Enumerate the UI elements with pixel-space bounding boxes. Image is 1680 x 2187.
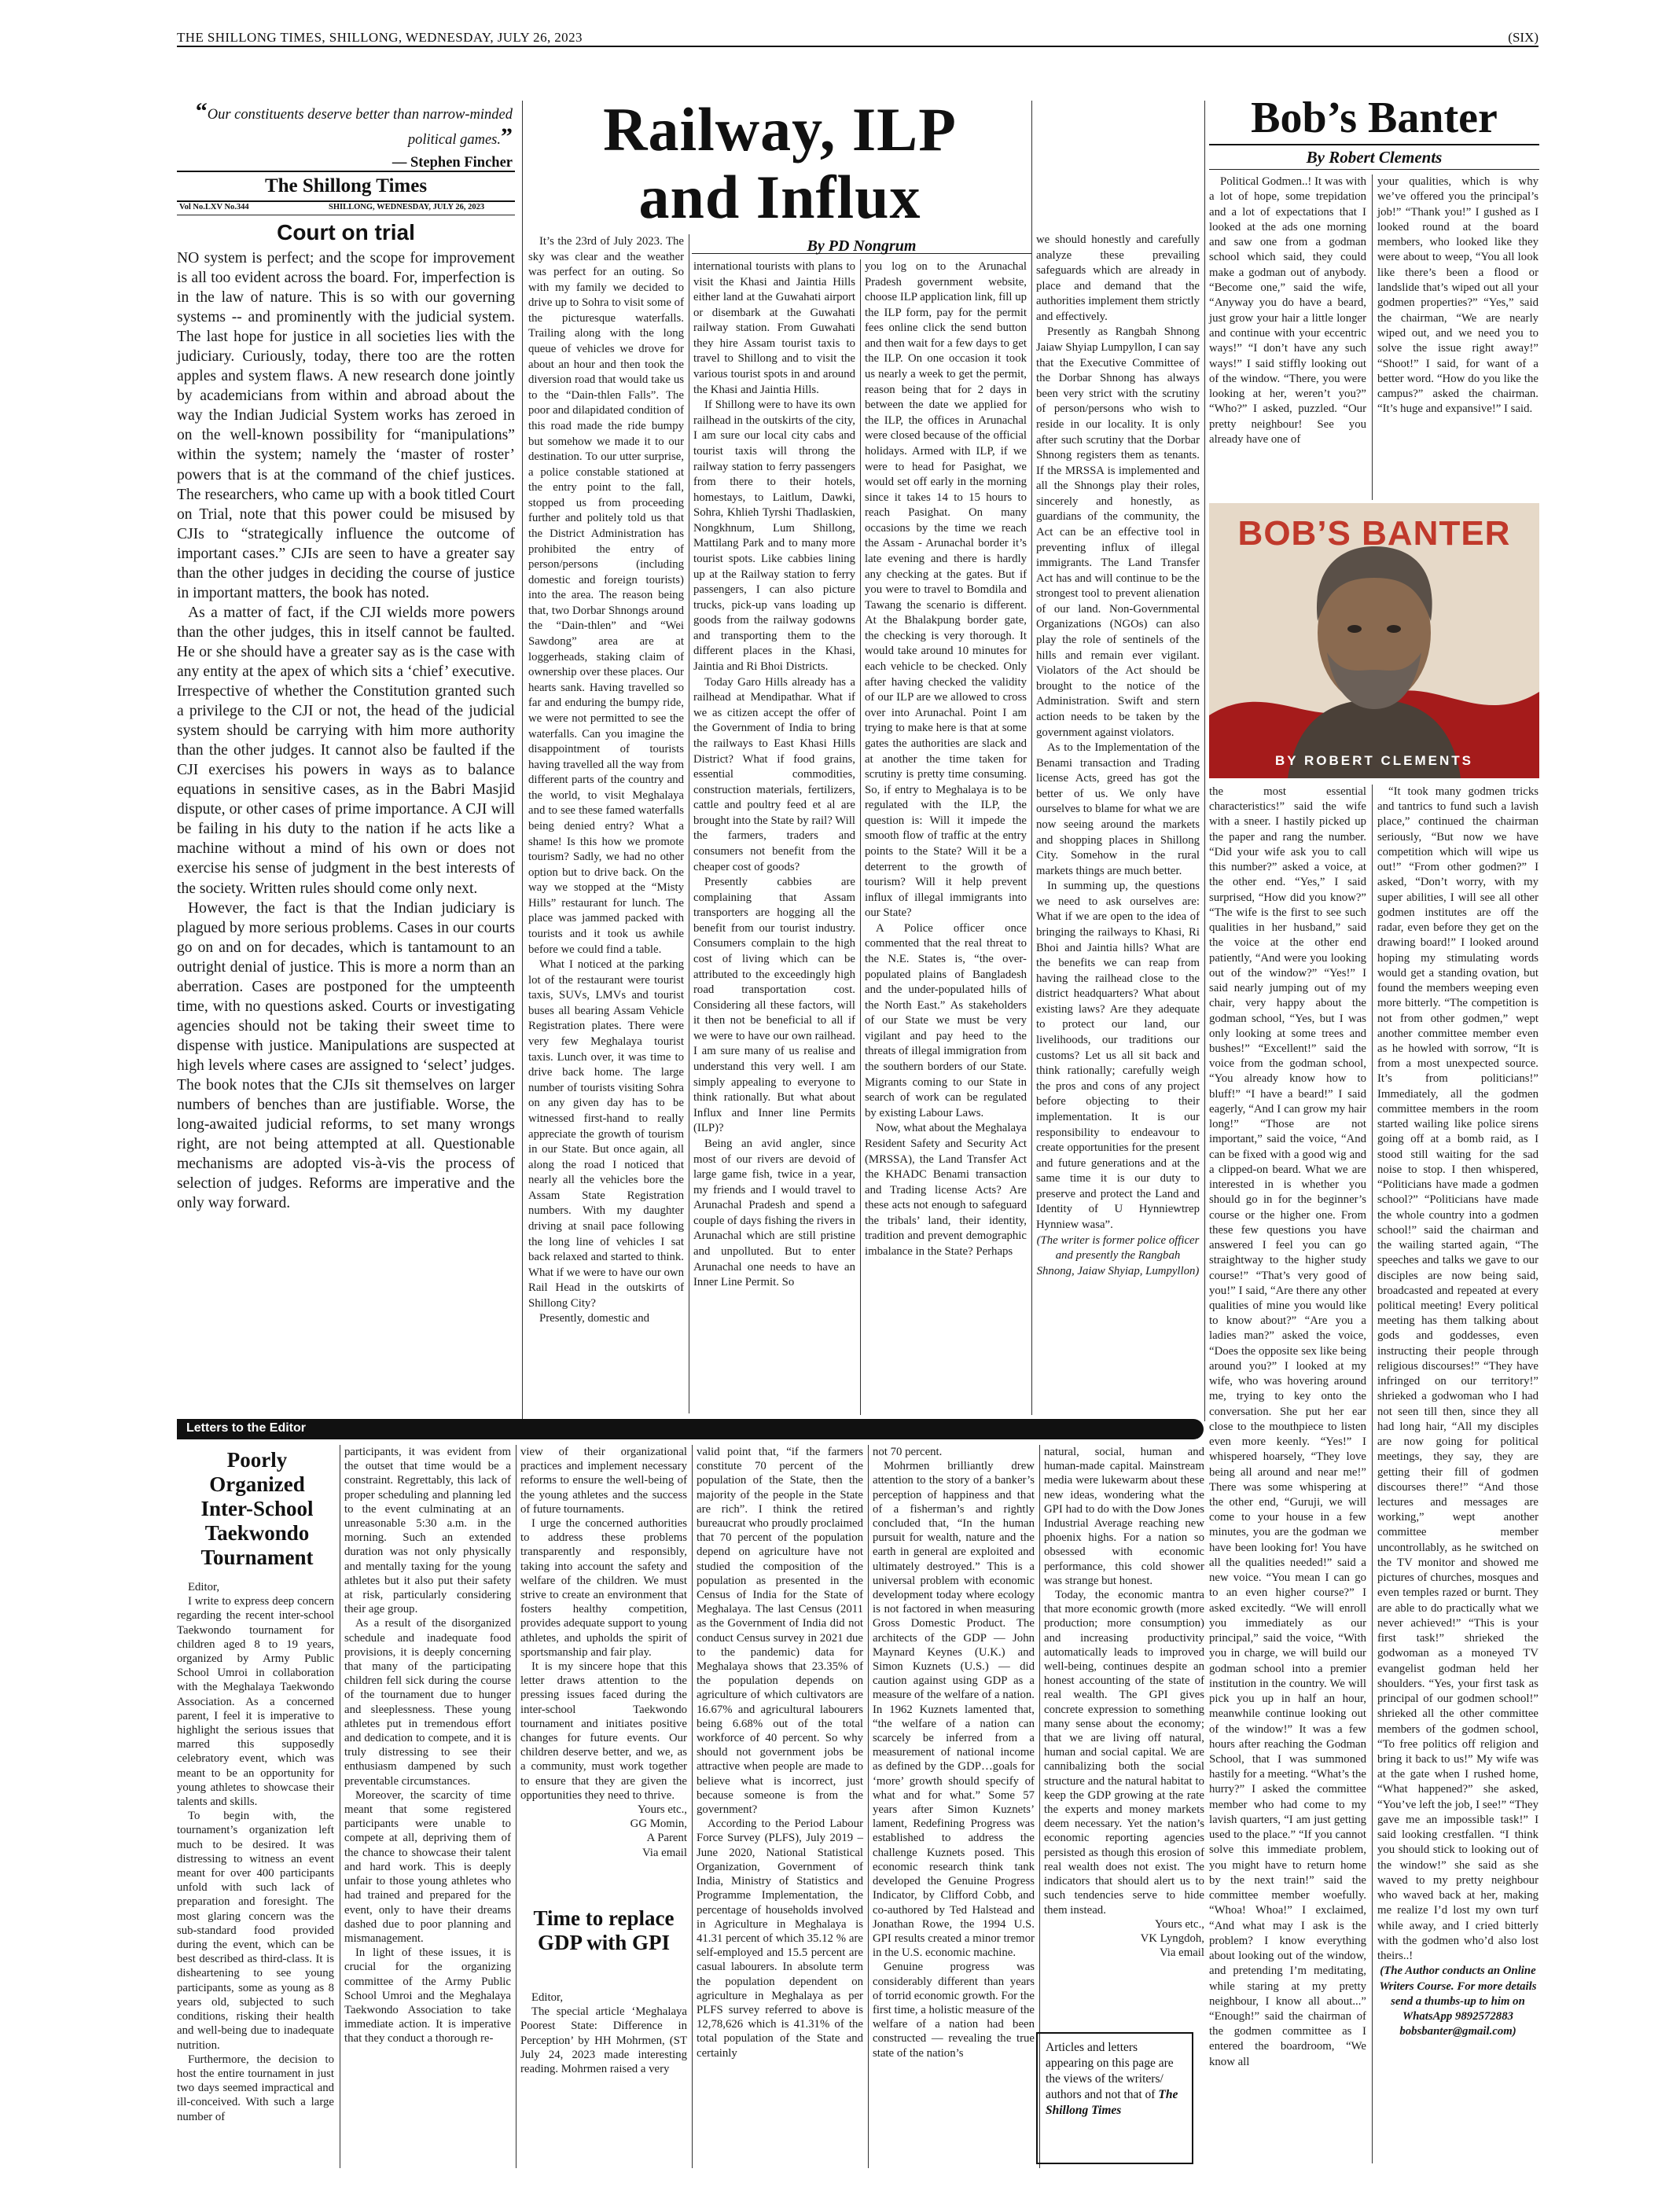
banter-top-col-2 <box>1377 175 1538 505</box>
letters-section-label: Letters to the Editor <box>186 1421 307 1435</box>
banter-text: “It took many godmen tricks and tantrics to fund such a lavish place,” continued the chairman seriously, “But now we have competition which will wipe us out!” “From other godmen?” I asked, “Don’t worry, with my super abilities, I will see all other godmen institutes are off the radar, even before they get on the drawing board!” I looked around hoping my stimulating words would get a standing ovation, but found the members weeping even more bitterly. “The competition is not from other godmen,” wept another committee member even as he howled with sorrow, “It is from a most unexpected source. It’s from politicians!” Immediately, all the godmen committee members in the room started wailing like police sirens going off at a bomb raid, as I stood still waiting for the sad noise to stop. I then whispered, “Politicians have made a godmen school?” “Politicians have made the whole country into a godmen school!” said the chairman and the wailing started again, “The speeches and talks we gave to our disciples are now being said, broadcasted and repeated at every political meeting! Every political meeting has them talking about gods and goddesses, even instructing their people through religious discourses!” “They have infringed on our territory!” shrieked a godwoman who I had not seen till then, since they all had long hair, “All my disciples are now going for political meetings, they say, they are getting their fill of godmen discourses there!” “And those lectures and messages are working,” wept another committee member uncontrollably, as he switched on the TV monitor and showed me pictures of churches, mosques and even temples razed or burnt. They are able to do practically what we never achieved!” “This is your first task!” shrieked the godwoman as a moneyed TV evangelist godman held her shoulders. “Yes, your first task as principal of our godmen school!” shrieked all the other committee members of the godmen school, “To free politics off religion and bring it back to us!” My wife was at the gate when I rushed home, “What happened?” she asked, “You’ve left the job, I see!” “They gave me an impossible task!” I said looking crestfallen. “I think you should stick to looking out of the window!” she said as she waved to my pretty neighbour who waved back at her, making me realize I’d lost my own turf while away, and I cried bitterly with the godmen who’d also lost theirs..! <box>1377 785 1538 1963</box>
letters-section-bar <box>177 1419 1204 1439</box>
masthead-top-rule <box>177 171 515 172</box>
feature-col4-para: In summing up, the questions we need to ask ourselves are: What if we are open to the idea of bringing the railways to Khasi, Ri Bhoi and Jaintia hills? What are the benefits we can reap from having the railhead close to the district headquarters? What about existing laws? Are they adequate to protect our land, our livelihoods, our traditions our customs? Let us all sit back and think rationally; carefully weigh the pros and cons of any project before objecting to their implementation. It is our responsibility to endeavour to create opportunities for the present and future generations and at the same time it is our duty to preserve and protect the Land and Identity of U Hynniewtrep Hynniew wasa”. <box>1036 880 1200 1231</box>
feature-col2-para: international tourists with plans to visit the Khasi and Jaintia Hills either land at the Guwahati airport or disembark at the Guwahati railway station. From Guwahati they hire Assam tourist taxis to travel to Shillong and to visit the various tourist spots in and around the Khasi and Jaintia Hills. <box>693 260 855 396</box>
letter2-para: The special article ‘Meghalaya Poorest State: Difference in Perception’ by HH Mohrmen, (ST July 24, 2023 made interesting reading. Mohrmen raised a very <box>520 2005 687 2076</box>
column-rule <box>1031 101 1032 1415</box>
feature-col1-para: Presently, domestic and <box>539 1312 649 1325</box>
column-rule <box>868 1445 869 2168</box>
letter1-para: As a result of the disorganized schedule and inadequate food provisions, it is deeply concerning that many of the participating children fell sick during the course of the tournament due to hunger and sleeplessness. These young athletes put in tremendous effort and dedication to compete, and it is truly distressing to see their enthusiasm dampened by such preventable circumstances. <box>344 1617 511 1788</box>
letter2-salutation: Editor, <box>531 1991 564 2004</box>
banter-title-rule <box>1209 144 1539 145</box>
column-rule <box>1372 175 1373 500</box>
banter-byline-rule <box>1209 169 1539 170</box>
banter-low-col-1 <box>1209 785 1366 2163</box>
feature-col3-para: Now, what about the Meghalaya Resident Safety and Security Act (MRSSA), the Land Transfer Act the KHADC Benami transaction and Trading license Acts? Are these acts not enough to safeguard the tribals’ land, their identity, tradition and prevent demographic imbalance in the State? Perhaps <box>865 1122 1027 1258</box>
disclaimer-text: Articles and letters appearing on this page are the views of the writers/ authors and not that of <box>1046 2041 1174 2101</box>
feature-col4-para: Presently as Rangbah Shnong Jaiaw Shyiap Lumpyllon, I can say that the Executive Committee of the Dorbar Shnong has always been very strict with the scrutiny of person/persons who wish to reside in our locality. It is only after such scrutiny that the Dorbar Shnong registers them as tenants. If the MRSSA is implemented and all the Shnongs play their roles, sincerely and honestly, as guardians of the community, the Act can be an effective tool in preventing influx of illegal immigrants. The Land Transfer Act has and will continue to be the strongest tool to prevent alienation of our land. Non-Governmental Organizations (NGOs) can also play the role of sentinels of the hills and remain ever vigilant. Violators of the Act should be brought to the notice of the Administration. Swift and stern action needs to be taken by the government against violators. <box>1036 325 1200 739</box>
letter1-para: It is my sincere hope that this letter draws attention to the pressing issues faced during the inter-school Taekwondo tournament and initiates positive changes for future events. Our children deserve better, and we, as a community, must work together to ensure that they are given the opportunities they need to thrive. <box>520 1660 687 1802</box>
letter2-title: Time to replace GDP with GPI <box>533 1906 675 1954</box>
editorial-para-1: NO system is perfect; and the scope for improvement is all too evident across the board. For, imperfection is in the law of nature. This is so with our governing systems -- and prominently with the judicial system. The last hope for justice in all societies lies with the judiciary. Curiously, today, there too are the rotten apples and system flaws. A new research done jointly by academicians from within and abroad about the way the Indian Judicial System works has zeroed in on the well-known possibility for “manipulations” within the system; namely the ‘master of roster’ powers that is at the command of the chief justices. The researchers, who came up with a book titled Court on Trial, note that this power could be misused by CJIs to “strategically influence the outcome of important cases.” CJIs are seen to have a greater say than the other judges in deciding the course of justice in important matters, the book has noted. <box>177 250 515 601</box>
column-rule <box>522 101 523 1421</box>
header-rule <box>177 46 1538 47</box>
quote-mark-close: ” <box>501 123 513 149</box>
banter-text: Political Godmen..! It was with a lot of hope, some trepidation and a lot of expectations that I looked at the ads one morning and saw one from a godman school which said, they could make a godman out of anybody. “Become one,” said the wife, “Anyway you do have a beard, just grow your hair a little longer and continue with your eccentric ways!” “I don’t have any such ways!” I said stiffly looking out of the window. “There, you were looking at her, weren’t you?” “Who?” I asked, puzzled. “Our pretty neighbour! See you already have one of <box>1209 175 1366 447</box>
disclaimer-box <box>1036 2032 1193 2164</box>
letter2-col-3 <box>873 1445 1035 2168</box>
quote-box <box>182 98 513 171</box>
letter1-title: Poorly Organized Inter-School Taekwondo Tournament <box>200 1448 314 1569</box>
banter-text: your qualities, which is why we’ve offered you the principal’s job!” “Thank you!” I gushed as I looked round at the board members, who looked like they were about to weep, “You all look like there’s been a flood or landslide that’s wiped out all your godmen properties?” “Yes,” said the chairman, “We are nearly wiped out, and we need you to solve the issue right away!” “Shoot!” I said, for want of a better word. “How do you like the campus?” asked the chairman. “It’s huge and expansive!” I said. <box>1377 175 1538 416</box>
feature-col4-para: we should honestly and carefully analyze these prevailing safeguards which are already in place and demand that the authorities implement them strictly and effectively. <box>1036 233 1200 323</box>
feature-col4-para: As to the Implementation of the Benami transaction and Trading license Acts, greed has got the better of us. We only have ourselves to blame for what we are now seeing around the markets and shopping places in Shillong City. Somehow in the rural markets things are much better. <box>1036 741 1200 877</box>
letter2-para: Genuine progress was considerably different than years of torrid economic growth. For the first time, a holistic measure of the welfare of a nation had been constructed — revealing the true state of the nation’s <box>873 1961 1035 2060</box>
editorial-body <box>177 248 515 1412</box>
letter2-col-intro <box>520 1990 687 2168</box>
header-left: THE SHILLONG TIMES, SHILLONG, WEDNESDAY, JULY 26, 2023 <box>177 30 583 45</box>
letter2-para: natural, social, human and human-made capital. Mainstream media were lukewarm about these new ideas, wondering what the GPI had to do with the Dow Jones Industrial Average reaching new phoenix highs. For a nation so obsessed with economic performance, this cold shower was strange but honest. <box>1044 1446 1204 1587</box>
feature-col3-para: A Police officer once commented that the real threat to the N.E. States is, “the over-populated plains of Bangladesh and the under-populated hills of the North East.” As stakeholders of our State we must be very vigilant and pay heed to the threats of illegal immigration from the southern borders of our State. Migrants coming to our State in search of work can be regulated by existing Labour Laws. <box>865 921 1027 1119</box>
feature-col2-para: If Shillong were to have its own railhead in the outskirts of the city, I am sure our local city cabs and tourist taxis will throng the railway station to ferry passengers from there to their hotels, homestays, to Laitlum, Dawki, Sohra, Khlieh Tyrshi Thadlaskien, Nongkhnum, Lum Shillong, Mattilang Park and to many more tourist spots. Like cabbies lining up at the Railway station to ferry passengers, I can also picture trucks, pick-up vans loading up goods from the railway godowns and transporting them to the different places in the Khasi, Jaintia and Ri Bhoi Districts. <box>693 399 855 674</box>
letter1-sign-4: Via email <box>641 1846 687 1859</box>
letter1-col-1 <box>177 1580 334 2168</box>
masthead-name: The Shillong Times <box>264 175 428 197</box>
masthead-vol: Vol No.LXV No.344 <box>179 203 249 211</box>
feature-col-1 <box>528 234 684 1413</box>
column-rule <box>692 1445 693 2168</box>
letter1-para: participants, it was evident from the outset that time would be a constraint. Regrettably, this lack of proper scheduling and planning led to the event culminating at an unreasonable 5:30 a.m. in the morning. Such an extended duration was not only physically and mentally taxing for the young athletes but it also put their safety at risk, particularly considering their age group. <box>344 1446 511 1616</box>
letter2-para: not 70 percent. <box>873 1446 943 1458</box>
feature-col-2 <box>693 259 855 1415</box>
feature-col-3 <box>865 259 1027 1415</box>
letter1-sign-2: GG Momin, <box>630 1818 687 1831</box>
letter1-para: I write to express deep concern regarding the recent inter-school Taekwondo tournament for children aged 8 to 19 years, organized by Army Public School Umroi in collaboration with the Meghalaya Taekwondo Association. As a concerned parent, I feel it is imperative to highlight the serious issues that marred this supposedly celebratory event, which was meant to be an opportunity for young athletes to showcase their talents and skills. <box>177 1595 334 1809</box>
banter-image <box>1209 503 1539 778</box>
feature-title-line2: and Influx <box>638 163 921 231</box>
masthead-mid-rule <box>177 200 515 202</box>
letter2-col-4 <box>1044 1445 1204 1960</box>
letter2-col-2 <box>697 1445 863 2168</box>
letter1-salutation: Editor, <box>188 1581 220 1593</box>
quote-mark-open: “ <box>195 98 208 124</box>
feature-col2-para: Today Garo Hills already has a railhead at Mendipathar. What if we as citizen accept the offer of the Government of India to bring the railways to East Khasi Hills District? What if food grains, essential commodities, construction materials, fertilizers, cattle and poultry feed et al are brought into the State by rail? Will the farmers, traders and consumers not benefit from the cheaper cost of goods? <box>693 675 855 873</box>
quote-text: Our constituents deserve better than narrow-minded political games. <box>207 107 513 148</box>
page-header <box>177 30 1538 47</box>
column-rule <box>1372 785 1373 2163</box>
letter1-para: Moreover, the scarcity of time meant that some registered participants were unable to compete at all, depriving them of the chance to showcase their talent and hard work. This is deeply unfair to those young athletes who had trained and prepared for the event, only to have their dreams dashed due to poor planning and mismanagement. <box>344 1788 511 1945</box>
feature-col2-para: Presently cabbies are complaining that Assam transporters are hogging all the benefit from our tourist industry. Consumers complain to the high cost of living which can be attributed to the exceedingly high road transportation cost. Considering all these factors, will it then not be beneficial to all if we were to have our own railhead. I am sure many of us realise and understand this very well. I am simply appealing to everyone to think rationally. But what about Influx and Inner line Permits (ILP)? <box>693 876 855 1135</box>
letter1-sign-3: A Parent <box>646 1832 687 1845</box>
banter-image-caption: BY ROBERT CLEMENTS <box>1274 753 1474 768</box>
feature-col2-para: Being an avid angler, since most of our rivers are devoid of large game fish, twice in a year, my friends and I would travel to Arunachal Pradesh and spend a couple of days fishing the rivers in Arunachal which are still pristine and unpolluted. But to enter Arunachal one needs to have an Inner Line Permit. So <box>693 1137 855 1289</box>
editorial-para-2: As a matter of fact, if the CJI wields more powers than the other judges, this in itself cannot be faulted. He or she should have a greater say as is the case with any entity at the apex of which sits a ‘chief’ executive. Irrespective of whether the Constitution granted such a privilege to the CJI or not, the head of the judicial system should be carrying with him more authority than the other judges. It cannot also be faulted if the CJI exercises his powers in ways as to balance equations in sensitive cases, as in the Babri Masjid dispute, or other cases of prime importance. A CJI will be failing in his duty to the nation if he acts like a machine without a mind of his own or does not exercise his sense of judgment in the best interests of the society. Written rules should come only next. <box>177 604 515 897</box>
header-right: (SIX) <box>1508 30 1538 45</box>
letter2-para: valid point that, “if the farmers constitute 70 percent of the population of the State, then the majority of the people in the State are rich”. I think the retired bureaucrat who proudly proclaimed that 70 percent of the population depend on agriculture have not studied the composition of the population as presented in the Census of India for the State of Meghalaya. The last Census (2011 as the Government of India did not conduct Census survey in 2021 due to the pandemic) data for Meghalaya shows that 23.35% of the population depends on agriculture of which cultivators are 16.67% and agricultural labourers being 6.68% out of the total workforce of 40 percent. So why should not government jobs be attractive when people are made to believe what is incorrect, just because someone is from the government? <box>697 1446 863 1817</box>
banter-title: Bob’s Banter <box>1251 94 1498 142</box>
banter-author-note: (The Author conducts an Online Writers Course. For more details send a thumbs-up to him on WhatsApp 9892572883 bobsbanter@gmail.com) <box>1379 1965 1537 2038</box>
masthead-dateline: SHILLONG, WEDNESDAY, JULY 26, 2023 <box>329 203 485 211</box>
column-rule <box>860 259 861 1415</box>
letter2-para: According to the Period Labour Force Survey (PLFS), July 2019 – June 2020, National Statistical Organization, Government of India, Ministry of Statistics and Programme Implementation, the percentage of households involved in Agriculture in Meghalaya is 41.31 percent of which 35.12 % are self-employed and 15.5 percent are casual labourers. In absolute term the population dependent on agriculture in Meghalaya as per PLFS survey referred to above is 12,78,626 which is 41.31% of the total population of the State and certainly <box>697 1818 863 2060</box>
banter-top-col-1 <box>1209 175 1366 505</box>
feature-col3-para: you log on to the Arunachal Pradesh government website, choose ILP application link, fill up the ILP form, pay for the permit fees online click the send button and then wait for a few days to get the ILP. On one occasion it took us nearly a week to get the permit, reason being that for 2 days in between the date we applied for the ILP, the offices in Arunachal were closed because of the official holidays. Armed with ILP, if we were to head for Pasighat, we would set off early in the morning since it takes 14 to 15 hours to reach Pasighat. On many occasions by the time we reach the Assam - Arunachal border it’s late evening and there is hardly any checking at the gates. But if you were to travel to Bomdila and Tawang the scenario is different. At the Bhalakpung border gate, the checking is very thorough. It would take around 10 minutes for each vehicle to be checked. Only after having checked the validity of our ILP are we allowed to cross over into Arunachal. Point I am trying to make here is that at some gates the authorities are slack and at another the time taken for scrutiny is pretty time consuming. So, if entry to Meghalaya is to be regulated with the ILP, the question is: Will it impede the smooth flow of traffic at the entry points to the State? Will it be a deterrent to the growth of tourism? Will it help prevent influx of illegal immigrants into our State? <box>865 260 1027 920</box>
letter1-col-3 <box>520 1445 687 1859</box>
letter2-sign-2: VK Lyngdoh, <box>1140 1932 1204 1945</box>
quote-author: — Stephen Fincher <box>392 155 513 171</box>
letter1-para: In light of these issues, it is crucial for the organizing committee of the Army Public School Umroi and the Meghalaya Taekwondo Association to take immediate action. It is imperative that they conduct a thorough re- <box>344 1946 511 2045</box>
disclaimer-paper: The Shillong Times <box>1046 2088 1178 2117</box>
banter-image-title: BOB’S BANTER <box>1237 514 1511 553</box>
letter1-sign-1: Yours etc., <box>637 1803 687 1817</box>
letter2-para: Today, the economic mantra that more economic growth (more production; more consumption) and increasing productivity automatically leads to improved well-being, continues despite an honest accounting of the state of real wealth. The GPI gives concrete expression to something many sense about the economy; that we are living off natural, human and social capital. We are cannibalizing both the social structure and the natural habitat to keep the GDP growing at the rate the experts and money markets deem necessary. Yet the nation’s economic reporting agencies persisted as though this erosion of real wealth does not exist. The indicators that should alert us to such tendencies serve to hide them instead. <box>1044 1589 1204 1917</box>
letter1-col-2 <box>344 1445 511 2168</box>
letter1-para: Furthermore, the decision to host the entire tournament in just two days seemed impractical and ill-conceived. With such a large number of <box>177 2053 334 2123</box>
letter1-para: I urge the concerned authorities to address these problems transparently and responsibly, taking into account the safety and welfare of the children. We must strive to create an environment that fosters healthy competition, provides adequate support to young athletes, and upholds the spirit of sportsmanship and fair play. <box>520 1517 687 1659</box>
banter-text: the most essential characteristics!” said the wife with a sneer. I hastily picked up the paper and rang the number. “Did your wife ask you to call this number?” asked a voice, at the other end. “Yes,” I said surprised, “How did you know?” “The wife is the first to see such qualities in her husband,” said the voice at the other end patiently, “And were you looking out of the window?” “Yes!” I said nearly jumping out of my chair, very happy about the godman school, “Yes, but I was only looking at some trees and bushes!” “Excellent!” said the voice from the godman school, “You already know how to bluff!” “I have a beard!” I said eagerly, “And I can grow my hair long!” “Those are not important,” said the voice, “And can be fixed with a good wig and a clipped-on beard. What we are interested in is whether you should go in for the beginner’s course or the higher one. From these few questions you have answered I feel you can go straightway to the higher study course!” “That’s very good of you!” I said, “Are there any other qualities of mine you would like to know about?” “Are you a ladies man?” asked the voice, “Does the opposite sex like being around you?” I looked at my wife, who was hovering around me, trying to key onto the conversation. She put her ear close to the mouthpiece to listen even more keenly. “Yes!” I whispered hoarsely, “They love being all around and near me!” There was some whispering at the other end, “Guruji, we will come to your house in a few minutes, you are the godman we have been looking for! You have all the qualities needed!” said a new voice. “You mean I can go to an even higher course?” I asked excitedly. “We will enroll you immediately as our principal,” said the voice, “With you in charge, we will build our godman school into a premier institution in the country. We will pick you up in half an hour, meanwhile continue looking out of the window!” It was a few hours after reaching the Godman School, that I was summoned hastily for a meeting. “What’s the hurry?” I asked the committee member who had come to my lavish quarters, “I am just getting used to the place.” “If you cannot solve this immediate problem, you might have to return home by the next train!” said the committee member woefully. “Whoa! Whoa!” I exclaimed, “And what may I ask is the problem? I know everything about looking out of the window, and pretending I’m meditating, while staring at my pretty neighbour, I know all about...” “Enough!” said the chairman of the godmen committee as I entered the boardroom, “We know all <box>1209 785 1366 2068</box>
feature-title <box>528 96 1031 231</box>
letter2-sign-1: Yours etc., <box>1154 1917 1204 1931</box>
feature-col1-para: What I noticed at the parking lot of the restaurant were tourist taxis, SUVs, LMVs and tourist buses all bearing Assam Vehicle Registration plates. There were very few Meghalaya tourist taxis. Lunch over, it was time to drive back home. The large number of tourists visiting Sohra on any given day has to be witnessed first-hand to really appreciate the growth of tourism in our State. But once again, all along the road I noticed that nearly all the vehicles bore the Assam State Registration numbers. With my daughter driving at snail pace following the long line of vehicles I sat back relaxed and started to think. What if we were to have our own Rail Head in the outskirts of Shillong City? <box>528 958 684 1310</box>
letter1-para: view of their organizational practices and implement necessary reforms to ensure the well-being of the young athletes and the success of future tournaments. <box>520 1446 687 1516</box>
editorial-title: Court on trial <box>277 220 415 244</box>
banter-byline: By Robert Clements <box>1306 148 1443 167</box>
letter1-para: To begin with, the tournament’s organization left much to be desired. It was distressing to witness an event meant for over 400 participants unfold with such lack of preparation and foresight. The most glaring concern was the sub-standard food provided during the event, which can be best described as third-class. It is disheartening to see young participants, some as young as 8 years old, subjected to such conditions, risking their health and well-being due to inadequate nutrition. <box>177 1810 334 2052</box>
feature-col-4 <box>1036 233 1200 1415</box>
editorial-para-3: However, the fact is that the Indian judiciary is plagued by more serious problems. Cases in our courts go on and on for decades, which is tantamount to an outright denial of justice. This is more a norm than an aberration. Cases are postponed for the umpteenth time, with no questions asked. Courts or investigating agencies should not be taking their sweet time to dispense with justice. Manipulations are suspected at high levels where cases are assigned to ‘select’ judges. The book notes that the CJIs sit themselves on larger numbers of benches than are justifiable. Worse, the long-awaited judicial reforms, to set many wrongs right, are not being attempted at all. Questionable mechanisms are adopted vis-à-vis the process of selection of judges. Reforms are imperative and the only way forward. <box>177 899 515 1212</box>
feature-author-note: (The writer is former police officer and presently the Rangbah Shnong, Jaiaw Shyiap, Lumpyllon) <box>1036 1233 1200 1277</box>
feature-title-line1: Railway, ILP <box>603 95 957 164</box>
feature-byline: By PD Nongrum <box>807 237 917 255</box>
column-rule <box>1204 101 1205 1421</box>
letter2-para: Mohrmen brilliantly drew attention to the story of a banker’s perception of happiness and that of a fisherman’s and rightly concluded that, “In the human pursuit for wealth, nature and the earth in general are exploited and ultimately destroyed.” This is a universal problem with economic development today where ecology is not factored in when measuring Gross Domestic Product. The architects of the GDP — John Maynard Keynes (U.K.) and Simon Kuznets (U.S.) — did caution against using GDP as a measure of the welfare of a nation. In 1962 Kuznets lamented that, “the welfare of a nation can scarcely be inferred from a measurement of national income as defined by the GDP…goals for ‘more’ growth should specify of what and for what.” Some 57 years after Simon Kuznets’ lament, Redefining Progress was established to address the challenge Kuznets posed. This economic research think tank developed the Genuine Progress Indicator, by Clifford Cobb, and co-authored by Ted Halstead and Jonathan Rowe, the 1994 U.S. GPI results created a minor tremor in the U.S. economic machine. <box>873 1460 1035 1960</box>
feature-col1-para: It’s the 23rd of July 2023. The sky was clear and the weather was perfect for an outing. So with my family we decided to drive up to Sohra to visit some of the picturesque waterfalls. Trailing along with the long queue of vehicles we drove for about an hour and then took the diversion road that would take us to the “Dain-thlen Falls”. The poor and dilapidated condition of this road made the ride bumpy but somehow we made it to our destination. To our utter surprise, a police constable stationed at the entry point to the fall, stopped us from proceeding further and politely told us that the District Administration has prohibited the entry of person/persons (including domestic and foreign tourists) into the area. The reason being that, two Dorbar Shnongs around the “Dain-thlen” and “Wei Sawdong” area are at loggerheads, staking claim of ownership over these places. Our hearts sank. Having travelled so far and enduring the bumpy ride, we were not permitted to see the waterfalls. Can you imagine the disappointment of tourists having travelled all the way from different parts of the country and the world, to visit Meghalaya and to see these famed waterfalls being denied entry? What a shame! Is this how we promote tourism? Sadly, we had no other option but to drive back. On the way we stopped at the “Misty Hills” restaurant for lunch. The place was jammed packed with tourists and it took us awhile before we could find a table. <box>528 235 684 956</box>
letter2-sign-3: Via email <box>1159 1946 1204 1960</box>
banter-low-col-2 <box>1377 785 1538 2168</box>
